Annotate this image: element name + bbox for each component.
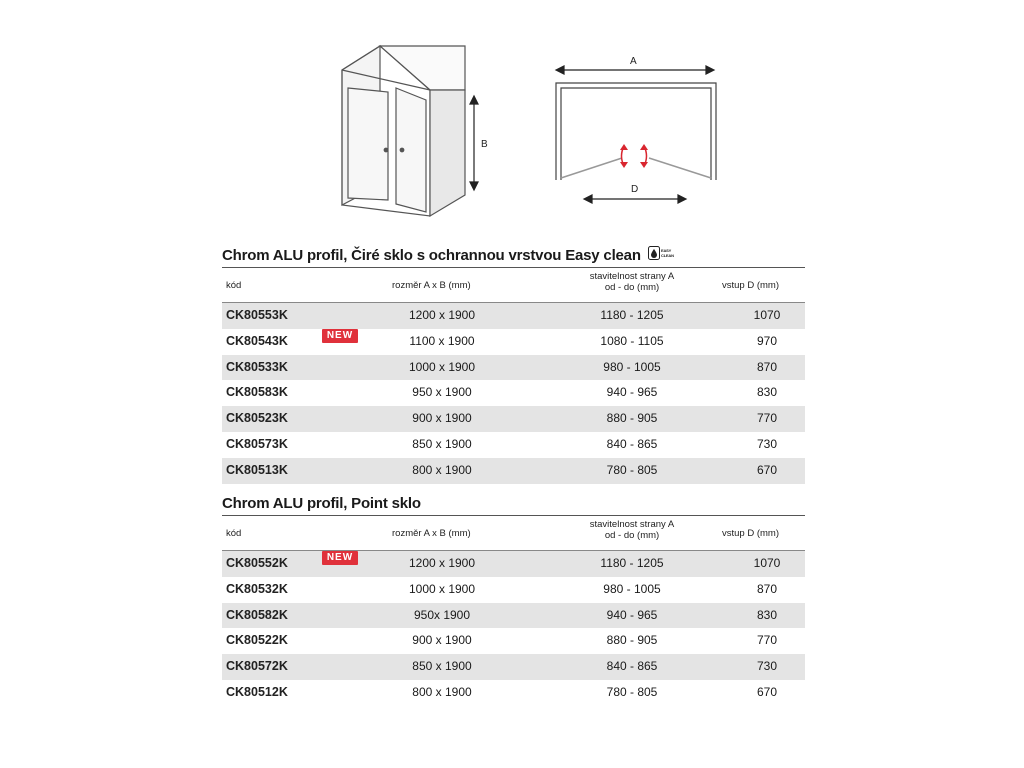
product-code: CK80533K [226,359,288,374]
entry-width: 770 [756,633,778,648]
table-row [222,303,805,329]
table-row [222,680,805,706]
product-code: CK80572K [226,659,288,674]
size: 850 x 1900 [412,436,472,451]
size: 850 x 1900 [412,659,472,674]
enclosure-3d-drawing [342,46,465,216]
entry-width: 770 [756,411,778,426]
table-row [222,380,805,406]
product-table-section-point-glass [222,493,805,706]
svg-text:EASY: EASY [660,248,671,254]
size: 1100 x 1900 [409,333,475,348]
product-code: CK80582K [226,607,288,622]
table-row [222,406,805,432]
door-panels-top-view [561,158,711,178]
size: 1200 x 1900 [408,556,476,570]
size: 800 x 1900 [412,684,472,699]
size: 900 x 1900 [412,633,472,648]
size: 1000 x 1900 [408,359,476,374]
product-code: CK80553K [226,308,288,322]
product-code: CK80512K [226,684,288,699]
product-code: CK80532K [226,581,288,596]
adjustability: 1180 - 1205 [600,556,664,570]
size: 900 x 1900 [412,411,472,426]
size: 1000 x 1900 [408,581,476,596]
top-view-frame [556,83,716,180]
new-badge: NEW [322,329,358,343]
entry-width: 670 [756,684,778,699]
product-table [222,267,805,484]
product-code: CK80522K [226,633,288,648]
entry-width: 870 [756,581,778,596]
dimension-b-arrow [470,96,478,190]
adjustability: 780 - 805 [606,684,658,699]
product-code: CK80543K [226,333,288,348]
table-row [222,458,805,484]
table-row [222,432,805,458]
size: 1200 x 1900 [408,308,476,322]
dimension-d-label: D [631,184,639,195]
entry-width: 970 [756,333,778,348]
entry-width: 870 [756,359,778,374]
product-diagrams [0,0,1024,240]
entry-width: 1070 [753,556,781,570]
table-row [222,654,805,680]
table-row [222,603,805,629]
table-row [222,329,805,355]
dimension-d-arrow [584,195,686,203]
entry-width: 670 [756,462,778,477]
product-code: CK80513K [226,462,288,477]
dimension-a-arrow [556,66,714,74]
entry-width: 830 [756,607,778,622]
adjustability: 980 - 1005 [603,359,661,374]
product-table-section-easy-clean [222,245,805,484]
shower-enclosure-diagram [0,0,1024,240]
size: 950x 1900 [413,607,471,622]
product-code: CK80523K [226,411,288,426]
product-code: CK80583K [226,385,288,400]
door-swing-arrows-icon [620,144,648,168]
table-row [222,628,805,654]
column-header-adjustability: stavitelnost strany A od - do (mm) [589,271,675,293]
product-code: CK80552K [226,556,288,570]
svg-text:CLEAN: CLEAN [660,253,674,259]
product-code: CK80573K [226,436,288,451]
entry-width: 730 [756,659,778,674]
column-header-size: rozměr A x B (mm) [392,528,471,539]
table-header [222,268,805,303]
section-title: Chrom ALU profil, Čiré sklo s ochrannou vrstvou Easy clean EASY CLEAN [222,247,674,264]
column-header-code: kód [226,528,242,539]
size: 800 x 1900 [412,462,472,477]
product-table [222,515,805,706]
adjustability: 1080 - 1105 [600,333,664,348]
table-row [222,577,805,603]
adjustability: 840 - 865 [606,436,658,451]
adjustability: 980 - 1005 [603,581,661,596]
dimension-b-label: B [481,139,488,150]
column-header-entry: vstup D (mm) [722,280,779,291]
entry-width: 830 [756,385,778,400]
adjustability: 940 - 965 [606,385,658,400]
adjustability: 880 - 905 [606,633,658,648]
section-title: Chrom ALU profil, Point sklo [222,495,421,512]
easy-clean-icon [648,246,674,262]
adjustability: 880 - 905 [606,411,658,426]
column-header-entry: vstup D (mm) [722,528,779,539]
adjustability: 940 - 965 [606,607,658,622]
dimension-a-label: A [630,56,637,67]
table-header [222,516,805,551]
table-row [222,355,805,381]
adjustability: 780 - 805 [606,462,658,477]
entry-width: 1070 [753,308,781,322]
new-badge: NEW [322,551,358,565]
column-header-code: kód [226,280,242,291]
adjustability: 1180 - 1205 [600,308,664,322]
size: 950 x 1900 [412,385,472,400]
adjustability: 840 - 865 [606,659,658,674]
column-header-adjustability: stavitelnost strany A od - do (mm) [589,519,675,541]
table-row [222,551,805,577]
entry-width: 730 [756,436,778,451]
column-header-size: rozměr A x B (mm) [392,280,471,291]
